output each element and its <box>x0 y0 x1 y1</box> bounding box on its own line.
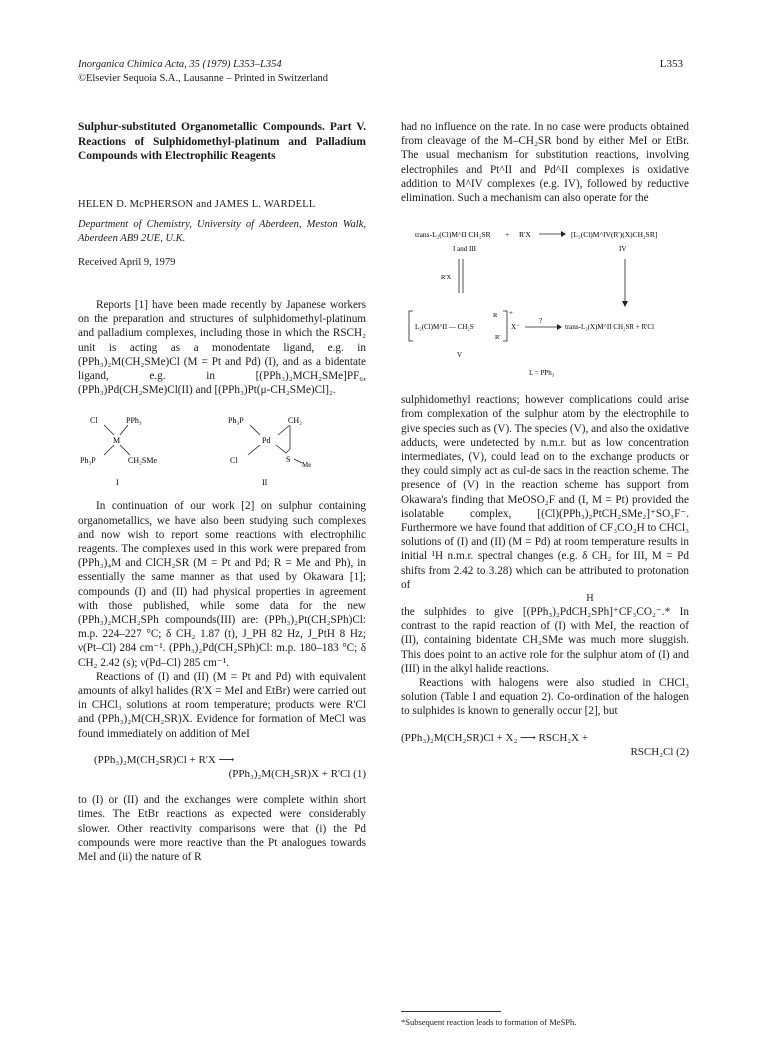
received-date: Received April 9, 1979 <box>78 256 176 268</box>
paragraph: the sulphides to give [(PPh₃)₂PdCH₂SPh]⁺CF₃CO₂⁻.* In contrast to the rapid reaction of (I) with MeI, the reaction of (II), containing bidentate CH₂SMe was much more sluggish. This does point to an active role for the sulphur atom of (I) and (III) in the alkyl halide reactions. <box>401 606 689 675</box>
right-column <box>401 120 689 771</box>
footnote-rule <box>401 1011 501 1012</box>
scheme-text: trans-L₂(Cl)M^II CH₂SR <box>415 230 491 240</box>
scheme-text: ? <box>539 317 543 326</box>
struct-label: Ph₃P <box>80 456 96 466</box>
struct-label: PPh₃ <box>126 416 142 426</box>
affiliation: Department of Chemistry, University of Aberdeen, Meston Walk, Aberdeen AB9 2UE, U.K. <box>78 218 366 244</box>
compound-label: II <box>262 478 268 488</box>
publisher-line: ©Elsevier Sequoia S.A., Lausanne – Printed in Switzerland <box>78 73 329 84</box>
struct-label: M <box>113 436 121 446</box>
struct-label: CH₂SMe <box>128 456 158 466</box>
struct-label: Cl <box>90 416 98 426</box>
equation-line: RSCH₂Cl (2) <box>630 745 689 758</box>
journal-citation: Inorganica Chimica Acta, 35 (1979) L353–L354 <box>78 59 282 70</box>
scheme-text: trans-L₂(X)M^II CH₂SR + R'Cl <box>565 323 655 332</box>
svg-text:+: + <box>509 309 513 318</box>
structures-I-II <box>78 411 366 489</box>
scheme-text: R <box>493 312 498 320</box>
scheme-label: IV <box>619 245 627 254</box>
paragraph: Reactions of (I) and (II) (M = Pt and Pd) with equivalent amounts of alkyl halides (R'X = MeI and EtBr) were carried out in CHCl₃ solutions at room temperature; products were R'Cl and (PPh₃)₂M(CH₂SR)X. Evidence for formation of MeCl was found immediately on addition of MeI <box>78 670 366 740</box>
paragraph: Reactions with halogens were also studied in CHCl₃ solution (Table I and equation 2). Co-ordination of the halogen to sulphides is known to generally occur [2], but <box>401 677 689 718</box>
authors: HELEN D. McPHERSON and JAMES L. WARDELL <box>78 198 316 210</box>
scheme-text: + <box>505 230 510 240</box>
equation-line: (PPh₃)₂M(CH₂SR)Cl + X₂ ⟶ RSCH₂X + <box>401 731 589 744</box>
scheme-text: R' <box>495 334 501 342</box>
article-title: Sulphur-substituted Organometallic Compounds. Part V. Reactions of Sulphidomethyl-platinum and Palladium Compounds with Electrophilic Reagents <box>78 121 366 162</box>
footnote: *Subsequent reaction leads to formation of MeSPh. <box>401 1017 577 1027</box>
equation-2 <box>401 731 689 759</box>
struct-label: Me <box>302 461 312 470</box>
compound-label: I <box>116 478 119 488</box>
equation-1 <box>78 753 366 781</box>
superscript-h: H <box>586 593 594 605</box>
structure-II <box>228 416 311 487</box>
scheme-text: L₂(Cl)M^II — CH₂S <box>415 323 474 332</box>
struct-label: Ph₃P <box>228 416 244 426</box>
paragraph: had no influence on the rate. In no case were products obtained from cleavage of the M–CH₂SR bond by either MeI or EtBr. The usual mechanism for substitution reactions, involving electrophiles and Pt^II and Pd^II complexes is oxidative addition to M^IV complexes (e.g. IV), followed by reductive elimination. Such a mechanism can also operate for the <box>401 121 689 205</box>
scheme-text: R'X <box>441 274 452 282</box>
structure-I <box>80 416 157 487</box>
scheme-label: I and III <box>453 245 476 254</box>
reaction-scheme <box>401 223 689 379</box>
paragraph: sulphidomethyl reactions; however complications could arise from complexation of the sulphur atom by the electrophile to give species such as (V). The species (V), and also the oxidative adducts, were undetected by n.m.r. but as low concentration intermediates, (V), could lead on to the exchange products or they could simply act as cul-de sacs in the reaction scheme. The presence of (V) in the reaction scheme has support from Okawara's finding that MeOSO₂F and (I, M = Pt) provided the isolatable complex, [(Cl)(PPh₃)₂PtCH₂SMe₂]⁺SO₃F⁻. Furthermore we have found that addition of CF₃CO₂H to CHCl₃ solutions of (I) and (II) (M = Pd) at room temperature results in initial ¹H n.m.r. spectral changes (e.g. δ CH₂ for III, M = Pd shifts from 2.42 to 3.28) which can be attributed to protonation of <box>401 394 689 591</box>
scheme-text: [L₂(Cl)M^IV(R')(X)CH₂SR] <box>571 230 658 240</box>
left-column <box>78 120 366 864</box>
paragraph: Reports [1] have been made recently by Japanese workers on the preparation and structures of sulphidomethyl-platinum and palladium complexes, including those in which the RSCH₂ unit is acting as a monodentate ligand, e.g. in (PPh₃)₂M(CH₂SMe)Cl (M = Pt and Pd) (I), and as a bidentate ligand, e.g. in [(PPh₃)₂MCH₂SMe]PF₆, (PPh₃)Pd(CH₂SMe)Cl(II) and [(PPh₃)Pt(μ-CH₂SMe)Cl]₂. <box>78 298 366 397</box>
struct-label: Cl <box>230 456 238 466</box>
struct-label: S <box>286 455 291 465</box>
paragraph: In continuation of our work [2] on sulphur containing organometallics, we have also been studying such complexes and now wish to report some reactions with electrophilic reagents. The complexes used in this work were prepared from (PPh₃)₄M and ClCH₂SR (M = Pt and Pd; R = Me and Ph), in essentially the same manner as that used by Okawara [1]; compounds (I) and (II) had physical properties in agreement with those published, while some data for the new (PPh₃)₂MCH₂SPh compounds(III) are: (PPh₃)₂Pt(CH₂SPh)Cl: m.p. 224–227 °C; δ CH₂ 1.87 (t), J_PH 82 Hz, J_PtH 8 Hz; ν(Pt–Cl) 284 cm⁻¹. (PPh₃)₂Pd(CH₂SPh)Cl: m.p. 180–183 °C; δ CH₂ 2.42 (s); ν(Pd–Cl) 285 cm⁻¹. <box>78 500 366 669</box>
struct-label: CH₂ <box>288 416 302 426</box>
scheme-label: V <box>457 351 463 360</box>
paragraph: to (I) or (II) and the exchanges were complete within short times. The EtBr reactions as expected were considerably slower. Other reactivity comparisons were that (i) the Pd compounds were more reactive than the Pt analogues towards MeI and (ii) the nature of R <box>78 794 366 863</box>
scheme-text: R'X <box>519 230 531 240</box>
scheme-text: X⁻ <box>511 323 520 332</box>
page-number: L353 <box>659 58 683 70</box>
equation-line: (PPh₃)₂M(CH₂SR)Cl + R'X ⟶ <box>94 753 235 766</box>
struct-label: Pd <box>262 436 271 446</box>
running-header <box>78 58 328 86</box>
scheme-text: L = PPh₃ <box>529 369 555 378</box>
equation-line: (PPh₃)₂M(CH₂SR)X + R'Cl (1) <box>228 767 366 780</box>
